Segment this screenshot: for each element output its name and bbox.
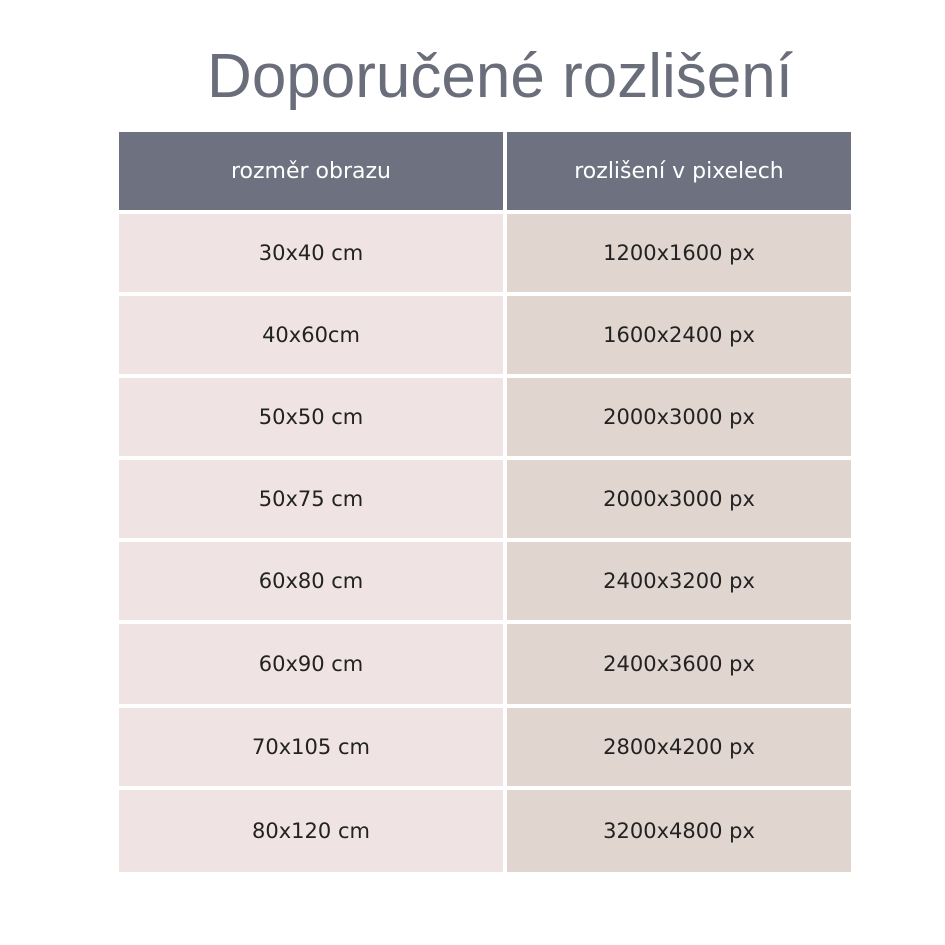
table-row	[119, 378, 851, 456]
table-row	[119, 790, 851, 872]
resolution-table	[119, 132, 851, 872]
column-header-image-size: rozměr obrazu	[119, 132, 503, 210]
pixel-resolution-cell: 1600x2400 px	[507, 296, 851, 374]
pixel-resolution-cell: 2400x3200 px	[507, 542, 851, 620]
table-row	[119, 296, 851, 374]
image-size-cell: 70x105 cm	[119, 708, 503, 786]
image-size-cell: 60x80 cm	[119, 542, 503, 620]
pixel-resolution-cell: 1200x1600 px	[507, 214, 851, 292]
image-size-cell: 50x50 cm	[119, 378, 503, 456]
table-row	[119, 214, 851, 292]
table-row	[119, 460, 851, 538]
pixel-resolution-cell: 2000x3000 px	[507, 460, 851, 538]
page-title: Doporučené rozlišení	[207, 42, 793, 111]
table-row	[119, 624, 851, 704]
table-row	[119, 708, 851, 786]
image-size-cell: 80x120 cm	[119, 790, 503, 872]
image-size-cell: 50x75 cm	[119, 460, 503, 538]
pixel-resolution-cell: 2000x3000 px	[507, 378, 851, 456]
table-row	[119, 542, 851, 620]
image-size-cell: 40x60cm	[119, 296, 503, 374]
pixel-resolution-cell: 2400x3600 px	[507, 624, 851, 704]
image-size-cell: 60x90 cm	[119, 624, 503, 704]
table-header-row	[119, 132, 851, 210]
pixel-resolution-cell: 2800x4200 px	[507, 708, 851, 786]
image-size-cell: 30x40 cm	[119, 214, 503, 292]
pixel-resolution-cell: 3200x4800 px	[507, 790, 851, 872]
column-header-pixel-resolution: rozlišení v pixelech	[507, 132, 851, 210]
